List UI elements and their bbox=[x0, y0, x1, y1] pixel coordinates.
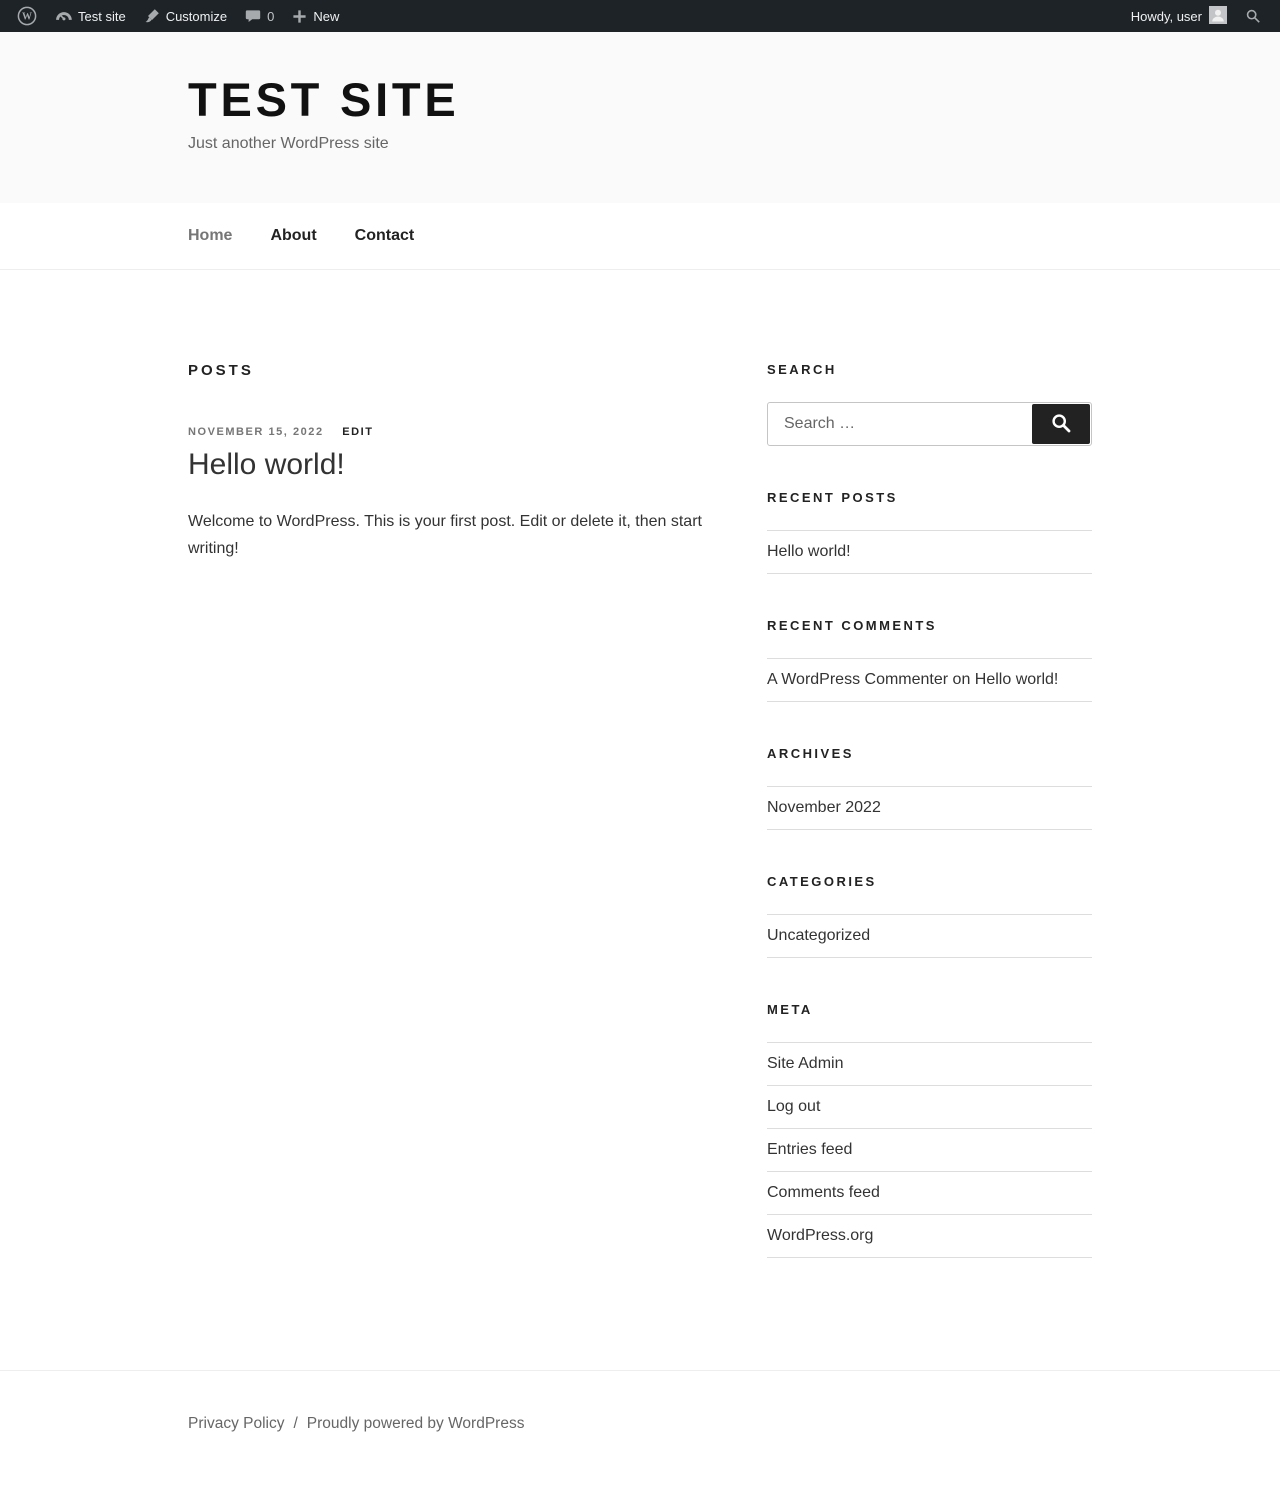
list-item[interactable] bbox=[767, 1128, 1092, 1171]
admin-bar-account[interactable] bbox=[1122, 6, 1236, 27]
privacy-policy-link[interactable]: Privacy Policy bbox=[188, 1415, 285, 1433]
recent-posts-widget bbox=[767, 490, 1092, 574]
admin-bar-new[interactable] bbox=[283, 0, 348, 32]
post-body: Welcome to WordPress. This is your first post. Edit or delete it, then start writing! bbox=[188, 513, 702, 557]
post-meta bbox=[188, 426, 713, 438]
wordpress-logo-icon bbox=[17, 6, 37, 26]
categories-widget bbox=[767, 874, 1092, 958]
meta-site-admin-link[interactable]: Site Admin bbox=[767, 1055, 844, 1073]
site-header bbox=[0, 32, 1280, 203]
post-date-link[interactable]: NOVEMBER 15, 2022 bbox=[188, 426, 324, 439]
post-edit-link[interactable]: EDIT bbox=[342, 426, 374, 439]
admin-bar bbox=[0, 0, 1280, 32]
avatar bbox=[1209, 6, 1227, 27]
list-item bbox=[767, 658, 1092, 701]
nav-item-about[interactable] bbox=[270, 227, 316, 245]
nav-item-home[interactable] bbox=[188, 227, 232, 245]
plus-icon bbox=[292, 9, 307, 24]
comment-bubble-icon bbox=[245, 8, 261, 24]
archives-widget bbox=[767, 746, 1092, 830]
comment-connector: on bbox=[948, 671, 975, 689]
list-item[interactable] bbox=[767, 1042, 1092, 1085]
search-icon bbox=[1245, 8, 1261, 24]
meta-log-out-link[interactable]: Log out bbox=[767, 1098, 821, 1116]
recent-posts-title: RECENT POSTS bbox=[767, 490, 898, 506]
footer-separator: / bbox=[293, 1415, 298, 1433]
sidebar bbox=[767, 362, 1092, 1258]
post-title-link[interactable]: Hello world! bbox=[188, 448, 345, 482]
admin-bar-site-name-label: Test site bbox=[78, 8, 126, 24]
recent-comments-title: RECENT COMMENTS bbox=[767, 618, 937, 634]
site-footer bbox=[0, 1370, 1280, 1485]
search-form bbox=[767, 402, 1092, 446]
admin-bar-right bbox=[1122, 0, 1270, 32]
list-item[interactable] bbox=[767, 1171, 1092, 1214]
meta-title: META bbox=[767, 1002, 813, 1018]
powered-by-link[interactable]: Proudly powered by WordPress bbox=[306, 1415, 525, 1433]
list-item[interactable] bbox=[767, 1214, 1092, 1257]
list-item[interactable] bbox=[767, 914, 1092, 957]
meta-widget bbox=[767, 1002, 1092, 1258]
meta-entries-feed-link[interactable]: Entries feed bbox=[767, 1141, 853, 1159]
meta-wordpress-org-link[interactable]: WordPress.org bbox=[767, 1227, 874, 1245]
search-widget bbox=[767, 362, 1092, 446]
search-widget-title: SEARCH bbox=[767, 362, 837, 378]
dashboard-gauge-icon bbox=[55, 8, 72, 25]
post-title[interactable] bbox=[188, 447, 713, 483]
recent-post-link[interactable]: Hello world! bbox=[767, 543, 851, 561]
admin-bar-customize-label: Customize bbox=[165, 8, 228, 24]
list-item[interactable] bbox=[767, 530, 1092, 573]
page-title: POSTS bbox=[188, 362, 254, 380]
main-navigation bbox=[0, 203, 1280, 270]
site-tagline: Just another WordPress site bbox=[188, 135, 389, 153]
posts-column bbox=[188, 362, 713, 562]
nav-item-contact[interactable] bbox=[355, 227, 415, 245]
post-article bbox=[188, 426, 713, 562]
meta-comments-feed-link[interactable]: Comments feed bbox=[767, 1184, 880, 1202]
wordpress-logo-button[interactable] bbox=[8, 0, 46, 32]
admin-bar-new-label: New bbox=[313, 8, 340, 24]
list-item[interactable] bbox=[767, 1085, 1092, 1128]
site-title-link[interactable]: TEST SITE bbox=[188, 73, 460, 126]
site-content bbox=[0, 270, 1280, 1370]
admin-bar-search-button[interactable] bbox=[1236, 0, 1270, 32]
admin-bar-site-name[interactable] bbox=[46, 0, 135, 32]
archives-title: ARCHIVES bbox=[767, 746, 854, 762]
nav-link-contact[interactable]: Contact bbox=[354, 227, 415, 245]
list-item[interactable] bbox=[767, 786, 1092, 829]
admin-bar-customize[interactable] bbox=[135, 0, 236, 32]
admin-bar-comments[interactable] bbox=[236, 0, 283, 32]
archive-link[interactable]: November 2022 bbox=[767, 799, 881, 817]
site-title[interactable] bbox=[188, 75, 1092, 124]
recent-comments-widget bbox=[767, 618, 1092, 702]
categories-title: CATEGORIES bbox=[767, 874, 877, 890]
admin-bar-howdy-label: Howdy, user bbox=[1130, 8, 1202, 24]
search-icon bbox=[1050, 412, 1072, 437]
admin-bar-comment-count: 0 bbox=[267, 8, 275, 24]
comment-post-link[interactable]: Hello world! bbox=[974, 671, 1059, 689]
search-submit-button[interactable] bbox=[1032, 404, 1090, 444]
nav-link-about[interactable]: About bbox=[270, 227, 317, 245]
admin-bar-left bbox=[8, 0, 348, 32]
comment-author-link[interactable]: A WordPress Commenter bbox=[767, 671, 949, 689]
paintbrush-icon bbox=[144, 8, 160, 24]
svg-text:W: W bbox=[22, 11, 32, 23]
category-link[interactable]: Uncategorized bbox=[767, 927, 871, 945]
nav-link-home[interactable]: Home bbox=[188, 227, 233, 245]
